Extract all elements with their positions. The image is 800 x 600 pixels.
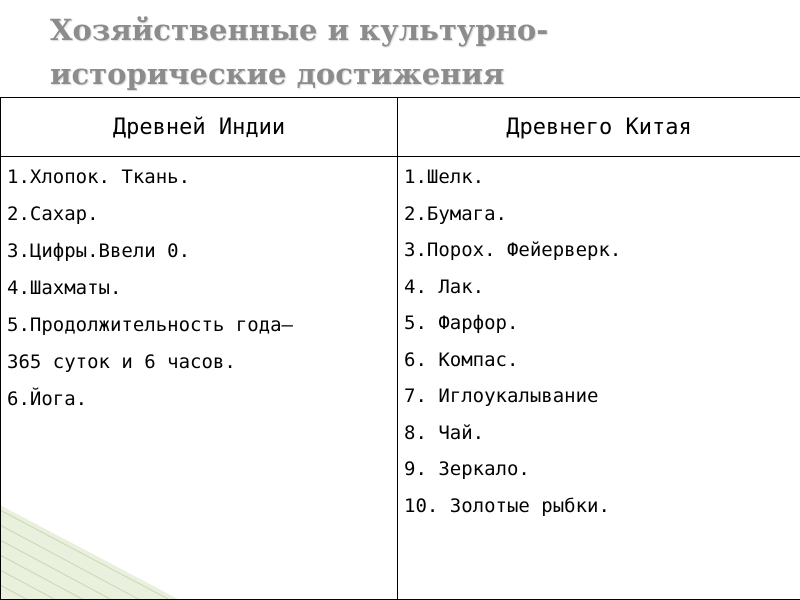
list-item: 4. Лак. bbox=[404, 275, 485, 298]
list-item: 2.Бумага. bbox=[404, 202, 507, 225]
china-achievements-cell bbox=[398, 157, 800, 600]
header-ancient-india: Древней Индии bbox=[1, 98, 398, 157]
list-item: 8. Чай. bbox=[404, 421, 485, 444]
list-item: 3.Цифры.Ввели 0. bbox=[7, 240, 191, 262]
table-header-row bbox=[1, 98, 800, 157]
list-item: 7. Иглоукалывание bbox=[404, 385, 599, 407]
list-item: 2.Сахар. bbox=[7, 203, 99, 225]
list-item: 6. Компас. bbox=[404, 348, 519, 371]
list-item: 1.Шелк. bbox=[404, 166, 485, 188]
list-item: 10. Золотые рыбки. bbox=[404, 494, 610, 517]
list-item: 3.Порох. Фейерверк. bbox=[404, 239, 622, 261]
slide-title: Хозяйственные и культурно-исторические достижения bbox=[50, 13, 549, 91]
list-item: 6.Йога. bbox=[7, 388, 88, 410]
india-achievements-cell bbox=[1, 157, 398, 600]
list-item: 1.Хлопок. Ткань. bbox=[7, 166, 191, 188]
list-item: 5.Продолжительность года– bbox=[7, 314, 293, 336]
list-item: 365 суток и 6 часов. bbox=[7, 351, 236, 373]
list-item: 5. Фарфор. bbox=[404, 312, 519, 334]
header-ancient-china: Древнего Китая bbox=[398, 98, 800, 157]
table-row bbox=[1, 157, 800, 600]
list-item: 9. Зеркало. bbox=[404, 458, 530, 480]
achievements-table bbox=[0, 97, 800, 600]
list-item: 4.Шахматы. bbox=[7, 277, 122, 299]
